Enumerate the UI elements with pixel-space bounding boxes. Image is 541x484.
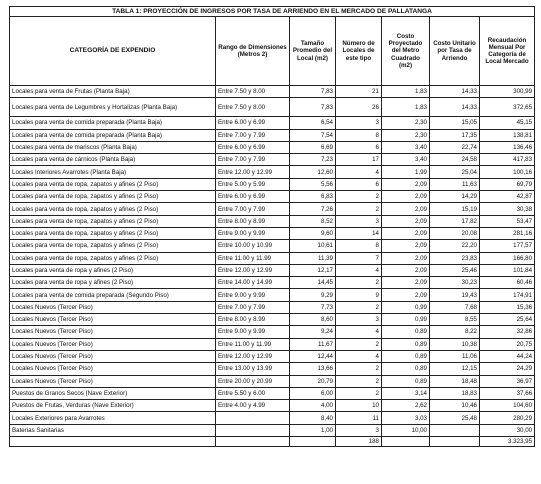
rango-cell: Entre 8.00 y 8.99	[216, 314, 290, 326]
costo-proyectado-cell: 2,09	[382, 227, 430, 239]
costo-proyectado-cell: 0,89	[382, 338, 430, 350]
costo-proyectado-cell: 2,09	[382, 240, 430, 252]
rango-cell: Entre 6.00 y 6.99	[216, 141, 290, 153]
rango-cell: Entre 7.00 y 7.99	[216, 301, 290, 313]
recaudacion-cell: 25,64	[480, 314, 535, 326]
rango-cell: Entre 7.00 y 7.99	[216, 129, 290, 141]
total-locales: 188	[336, 437, 382, 447]
tamano-cell: 6,00	[290, 387, 336, 399]
numero-cell: 4	[336, 264, 382, 276]
numero-cell: 4	[336, 166, 382, 178]
costo-proyectado-cell: 2,09	[382, 203, 430, 215]
numero-cell: 6	[336, 141, 382, 153]
costo-unitario-cell: 30,23	[430, 277, 480, 289]
numero-cell: 2	[336, 338, 382, 350]
recaudacion-cell: 42,87	[480, 191, 535, 203]
recaudacion-cell: 177,57	[480, 240, 535, 252]
table-row	[10, 86, 535, 98]
costo-unitario-cell: 8,22	[430, 326, 480, 338]
numero-cell: 4	[336, 326, 382, 338]
numero-cell: 2	[336, 203, 382, 215]
numero-cell: 14	[336, 227, 382, 239]
recaudacion-cell: 417,83	[480, 154, 535, 166]
recaudacion-cell: 53,47	[480, 215, 535, 227]
categoria-cell: Locales para venta de ropa, zapatos y afines (2 Piso)	[10, 252, 216, 264]
totals-blank	[430, 437, 480, 447]
numero-cell: 2	[336, 277, 382, 289]
rango-cell: Entre 9.00 y 9.99	[216, 326, 290, 338]
rango-cell: Entre 9.00 y 9.99	[216, 289, 290, 301]
table-row	[10, 363, 535, 375]
table-row	[10, 326, 535, 338]
table-row	[10, 166, 535, 178]
costo-proyectado-cell: 0,89	[382, 375, 430, 387]
costo-unitario-cell: 12,15	[430, 363, 480, 375]
recaudacion-cell: 136,46	[480, 141, 535, 153]
rango-cell: Entre 20.00 y 20.99	[216, 375, 290, 387]
tamano-cell: 6,83	[290, 191, 336, 203]
costo-proyectado-cell: 1,83	[382, 98, 430, 117]
table-body	[10, 86, 535, 437]
rango-cell: Entre 13.00 y 13.99	[216, 363, 290, 375]
table-row	[10, 154, 535, 166]
table-row	[10, 227, 535, 239]
categoria-cell: Puestos de Frutas, Verduras (Nave Exterior)	[10, 400, 216, 412]
numero-cell: 2	[336, 301, 382, 313]
recaudacion-cell: 138,81	[480, 129, 535, 141]
total-recaudacion: 3.323,95	[480, 437, 535, 447]
table-row	[10, 129, 535, 141]
recaudacion-cell: 32,86	[480, 326, 535, 338]
table-row	[10, 117, 535, 129]
categoria-cell: Locales para venta de ropa, zapatos y afines (2 Piso)	[10, 240, 216, 252]
tamano-cell: 10,61	[290, 240, 336, 252]
costo-unitario-cell: 17,82	[430, 215, 480, 227]
costo-proyectado-cell: 3,14	[382, 387, 430, 399]
revenue-projection-table	[9, 6, 535, 447]
tamano-cell: 1,00	[290, 424, 336, 436]
rango-cell: Entre 9.00 y 9.99	[216, 227, 290, 239]
table-row	[10, 240, 535, 252]
categoria-cell: Locales Nuevos (Tercer Piso)	[10, 301, 216, 313]
tamano-cell: 7,23	[290, 154, 336, 166]
costo-proyectado-cell: 2,09	[382, 252, 430, 264]
table-title: TABLA 1: PROYECCIÓN DE INGRESOS POR TASA DE ARRIENDO EN EL MERCADO DE PALLATANGA	[10, 7, 535, 17]
costo-proyectado-cell: 0,89	[382, 350, 430, 362]
rango-cell: Entre 12.00 y 12.99	[216, 264, 290, 276]
table-row	[10, 338, 535, 350]
numero-cell: 2	[336, 375, 382, 387]
tamano-cell: 20,79	[290, 375, 336, 387]
costo-unitario-cell: 10,46	[430, 400, 480, 412]
tamano-cell: 11,39	[290, 252, 336, 264]
costo-unitario-cell: 10,38	[430, 338, 480, 350]
numero-cell: 9	[336, 289, 382, 301]
rango-cell: Entre 6.00 y 6.99	[216, 117, 290, 129]
recaudacion-cell: 372,65	[480, 98, 535, 117]
costo-unitario-cell: 22,74	[430, 141, 480, 153]
numero-cell: 8	[336, 240, 382, 252]
rango-cell: Entre 11.00 y 11.99	[216, 252, 290, 264]
costo-proyectado-cell: 2,09	[382, 289, 430, 301]
numero-cell: 7	[336, 252, 382, 264]
rango-cell: Entre 7.00 y 7.99	[216, 154, 290, 166]
costo-unitario-cell: 15,05	[430, 117, 480, 129]
table-row	[10, 277, 535, 289]
costo-unitario-cell: 20,08	[430, 227, 480, 239]
rango-cell: Entre 7.50 y 8.00	[216, 98, 290, 117]
recaudacion-cell: 30,38	[480, 203, 535, 215]
costo-unitario-cell: 24,58	[430, 154, 480, 166]
costo-unitario-cell: 18,83	[430, 387, 480, 399]
tamano-cell: 5,56	[290, 178, 336, 190]
tamano-cell: 8,52	[290, 215, 336, 227]
tamano-cell: 8,40	[290, 412, 336, 424]
recaudacion-cell: 24,29	[480, 363, 535, 375]
costo-unitario-cell: 23,83	[430, 252, 480, 264]
table-row	[10, 191, 535, 203]
rango-cell	[216, 424, 290, 436]
costo-proyectado-cell: 10,00	[382, 424, 430, 436]
rango-cell: Entre 6.00 y 6.99	[216, 191, 290, 203]
categoria-cell: Locales para venta de ropa, zapatos y afines (2 Piso)	[10, 215, 216, 227]
tamano-cell: 12,44	[290, 350, 336, 362]
table-row	[10, 178, 535, 190]
costo-proyectado-cell: 2,30	[382, 117, 430, 129]
costo-unitario-cell: 25,04	[430, 166, 480, 178]
tamano-cell: 13,66	[290, 363, 336, 375]
costo-unitario-cell: 8,55	[430, 314, 480, 326]
costo-proyectado-cell: 3,40	[382, 141, 430, 153]
tamano-cell: 6,69	[290, 141, 336, 153]
tamano-cell: 7,73	[290, 301, 336, 313]
costo-unitario-cell: 14,33	[430, 98, 480, 117]
costo-proyectado-cell: 3,40	[382, 154, 430, 166]
numero-cell: 11	[336, 412, 382, 424]
categoria-cell: Locales Nuevos (Tercer Piso)	[10, 314, 216, 326]
table-row	[10, 289, 535, 301]
tamano-cell: 7,54	[290, 129, 336, 141]
costo-unitario-cell: 19,43	[430, 289, 480, 301]
categoria-cell: Locales para venta de comida preparada (Segundo Piso)	[10, 289, 216, 301]
categoria-cell: Locales para venta de ropa, zapatos y afines (2 Piso)	[10, 191, 216, 203]
rango-cell: Entre 12.00 y 12.99	[216, 166, 290, 178]
tamano-cell: 14,45	[290, 277, 336, 289]
numero-cell: 2	[336, 387, 382, 399]
totals-blank	[216, 437, 290, 447]
categoria-cell: Locales Nuevos (Tercer Piso)	[10, 375, 216, 387]
numero-cell: 26	[336, 98, 382, 117]
recaudacion-cell: 37,66	[480, 387, 535, 399]
rango-cell: Entre 11.00 y 11.99	[216, 338, 290, 350]
rango-cell: Entre 8.00 y 8.99	[216, 215, 290, 227]
numero-cell: 2	[336, 363, 382, 375]
rango-cell: Entre 12.00 y 12.99	[216, 350, 290, 362]
costo-proyectado-cell: 2,30	[382, 129, 430, 141]
numero-cell: 21	[336, 86, 382, 98]
tamano-cell: 12,60	[290, 166, 336, 178]
numero-cell: 2	[336, 191, 382, 203]
tamano-cell: 9,60	[290, 227, 336, 239]
header-categoria: CATEGORÍA DE EXPENDIO	[10, 17, 216, 86]
recaudacion-cell: 100,16	[480, 166, 535, 178]
costo-proyectado-cell: 0,99	[382, 301, 430, 313]
categoria-cell: Locales para venta de cárnicos (Planta Baja)	[10, 154, 216, 166]
recaudacion-cell: 104,60	[480, 400, 535, 412]
table-row	[10, 314, 535, 326]
categoria-cell: Locales para venta de ropa y afines (2 Piso)	[10, 264, 216, 276]
costo-unitario-cell: 25,48	[430, 412, 480, 424]
costo-proyectado-cell: 2,09	[382, 215, 430, 227]
recaudacion-cell: 300,99	[480, 86, 535, 98]
recaudacion-cell: 45,15	[480, 117, 535, 129]
categoria-cell: Locales Nuevos (Tercer Piso)	[10, 338, 216, 350]
recaudacion-cell: 280,29	[480, 412, 535, 424]
totals-blank	[10, 437, 216, 447]
costo-proyectado-cell: 2,62	[382, 400, 430, 412]
costo-proyectado-cell: 2,09	[382, 191, 430, 203]
table-row	[10, 98, 535, 117]
numero-cell: 3	[336, 424, 382, 436]
header-numero: Número de Locales de este tipo	[336, 17, 382, 86]
costo-unitario-cell: 17,35	[430, 129, 480, 141]
numero-cell: 10	[336, 400, 382, 412]
tamano-cell: 12,17	[290, 264, 336, 276]
header-recaudacion: Recaudación Mensual Por Categoría de Local Mercado	[480, 17, 535, 86]
rango-cell: Entre 5.50 y 6.00	[216, 387, 290, 399]
table-row	[10, 424, 535, 436]
costo-unitario-cell: 14,29	[430, 191, 480, 203]
recaudacion-cell: 30,00	[480, 424, 535, 436]
categoria-cell: Locales para venta de ropa, zapatos y afines (2 Piso)	[10, 227, 216, 239]
costo-unitario-cell: 15,19	[430, 203, 480, 215]
header-tamano: Tamaño Promedio del Local (m2)	[290, 17, 336, 86]
recaudacion-cell: 44,24	[480, 350, 535, 362]
recaudacion-cell: 101,84	[480, 264, 535, 276]
table-row	[10, 412, 535, 424]
tamano-cell: 4,00	[290, 400, 336, 412]
rango-cell: Entre 7.50 y 8.00	[216, 86, 290, 98]
recaudacion-cell: 20,75	[480, 338, 535, 350]
costo-unitario-cell: 25,46	[430, 264, 480, 276]
numero-cell: 3	[336, 215, 382, 227]
table-row	[10, 400, 535, 412]
costo-proyectado-cell: 1,99	[382, 166, 430, 178]
table-row	[10, 375, 535, 387]
rango-cell: Entre 7.00 y 7.99	[216, 203, 290, 215]
categoria-cell: Locales Interiores Avarrotes (Planta Baja)	[10, 166, 216, 178]
categoria-cell: Locales para venta de ropa, zapatos y afines (2 Piso)	[10, 178, 216, 190]
table-row	[10, 301, 535, 313]
table-row	[10, 350, 535, 362]
tamano-cell: 7,26	[290, 203, 336, 215]
costo-proyectado-cell: 0,89	[382, 363, 430, 375]
totals-blank	[290, 437, 336, 447]
numero-cell: 3	[336, 117, 382, 129]
costo-proyectado-cell: 1,83	[382, 86, 430, 98]
rango-cell: Entre 4.00 y 4.99	[216, 400, 290, 412]
costo-proyectado-cell: 0,89	[382, 326, 430, 338]
categoria-cell: Locales para venta de ropa y afines (2 Piso)	[10, 277, 216, 289]
costo-proyectado-cell: 2,09	[382, 264, 430, 276]
categoria-cell: Locales Exteriores para Avarrotes	[10, 412, 216, 424]
recaudacion-cell: 15,36	[480, 301, 535, 313]
tamano-cell: 9,24	[290, 326, 336, 338]
costo-proyectado-cell: 2,09	[382, 277, 430, 289]
recaudacion-cell: 281,16	[480, 227, 535, 239]
recaudacion-cell: 69,79	[480, 178, 535, 190]
categoria-cell: Locales para venta de Legumbres y Hortalizas (Planta Baja)	[10, 98, 216, 117]
numero-cell: 8	[336, 129, 382, 141]
categoria-cell: Locales para venta de comida preparada (Planta Baja)	[10, 129, 216, 141]
costo-unitario-cell: 18,48	[430, 375, 480, 387]
costo-unitario-cell	[430, 424, 480, 436]
header-rango: Rango de Dimensiones (Metros 2)	[216, 17, 290, 86]
rango-cell	[216, 412, 290, 424]
categoria-cell: Locales Nuevos (Tercer Piso)	[10, 363, 216, 375]
tamano-cell: 8,60	[290, 314, 336, 326]
categoria-cell: Locales para venta de Frutas (Planta Baja)	[10, 86, 216, 98]
rango-cell: Entre 10.00 y 10.99	[216, 240, 290, 252]
recaudacion-cell: 166,80	[480, 252, 535, 264]
recaudacion-cell: 174,91	[480, 289, 535, 301]
categoria-cell: Locales Nuevos (Tercer Piso)	[10, 350, 216, 362]
costo-proyectado-cell: 0,99	[382, 314, 430, 326]
table-row	[10, 141, 535, 153]
numero-cell: 17	[336, 154, 382, 166]
tamano-cell: 11,67	[290, 338, 336, 350]
header-costo-unitario: Costo Unitario por Tasa de Arriendo	[430, 17, 480, 86]
costo-proyectado-cell: 2,09	[382, 178, 430, 190]
categoria-cell: Puestos de Granos Secos (Nave Exterior)	[10, 387, 216, 399]
categoria-cell: Locales para venta de mariscos (Planta Baja)	[10, 141, 216, 153]
categoria-cell: Locales Nuevos (Tercer Piso)	[10, 326, 216, 338]
categoria-cell: Baterias Sanitarias	[10, 424, 216, 436]
table-row	[10, 387, 535, 399]
costo-unitario-cell: 22,20	[430, 240, 480, 252]
costo-unitario-cell: 14,33	[430, 86, 480, 98]
table-row	[10, 264, 535, 276]
numero-cell: 6	[336, 178, 382, 190]
table-row	[10, 252, 535, 264]
categoria-cell: Locales para venta de ropa, zapatos y afines (2 Piso)	[10, 203, 216, 215]
numero-cell: 3	[336, 314, 382, 326]
tamano-cell: 9,29	[290, 289, 336, 301]
costo-unitario-cell: 7,68	[430, 301, 480, 313]
numero-cell: 4	[336, 350, 382, 362]
tamano-cell: 6,54	[290, 117, 336, 129]
table-row	[10, 203, 535, 215]
costo-proyectado-cell: 3,03	[382, 412, 430, 424]
rango-cell: Entre 14.00 y 14.99	[216, 277, 290, 289]
rango-cell: Entre 5.00 y 5.99	[216, 178, 290, 190]
table-row	[10, 215, 535, 227]
totals-blank	[382, 437, 430, 447]
costo-unitario-cell: 11,06	[430, 350, 480, 362]
recaudacion-cell: 60,46	[480, 277, 535, 289]
tamano-cell: 7,83	[290, 98, 336, 117]
totals-row	[10, 437, 535, 447]
costo-unitario-cell: 11,63	[430, 178, 480, 190]
tamano-cell: 7,83	[290, 86, 336, 98]
recaudacion-cell: 36,97	[480, 375, 535, 387]
header-costo-proyectado: Costo Proyectado del Metro Cuadrado (m2)	[382, 17, 430, 86]
categoria-cell: Locales para venta de comida preparada (Planta Baja)	[10, 117, 216, 129]
